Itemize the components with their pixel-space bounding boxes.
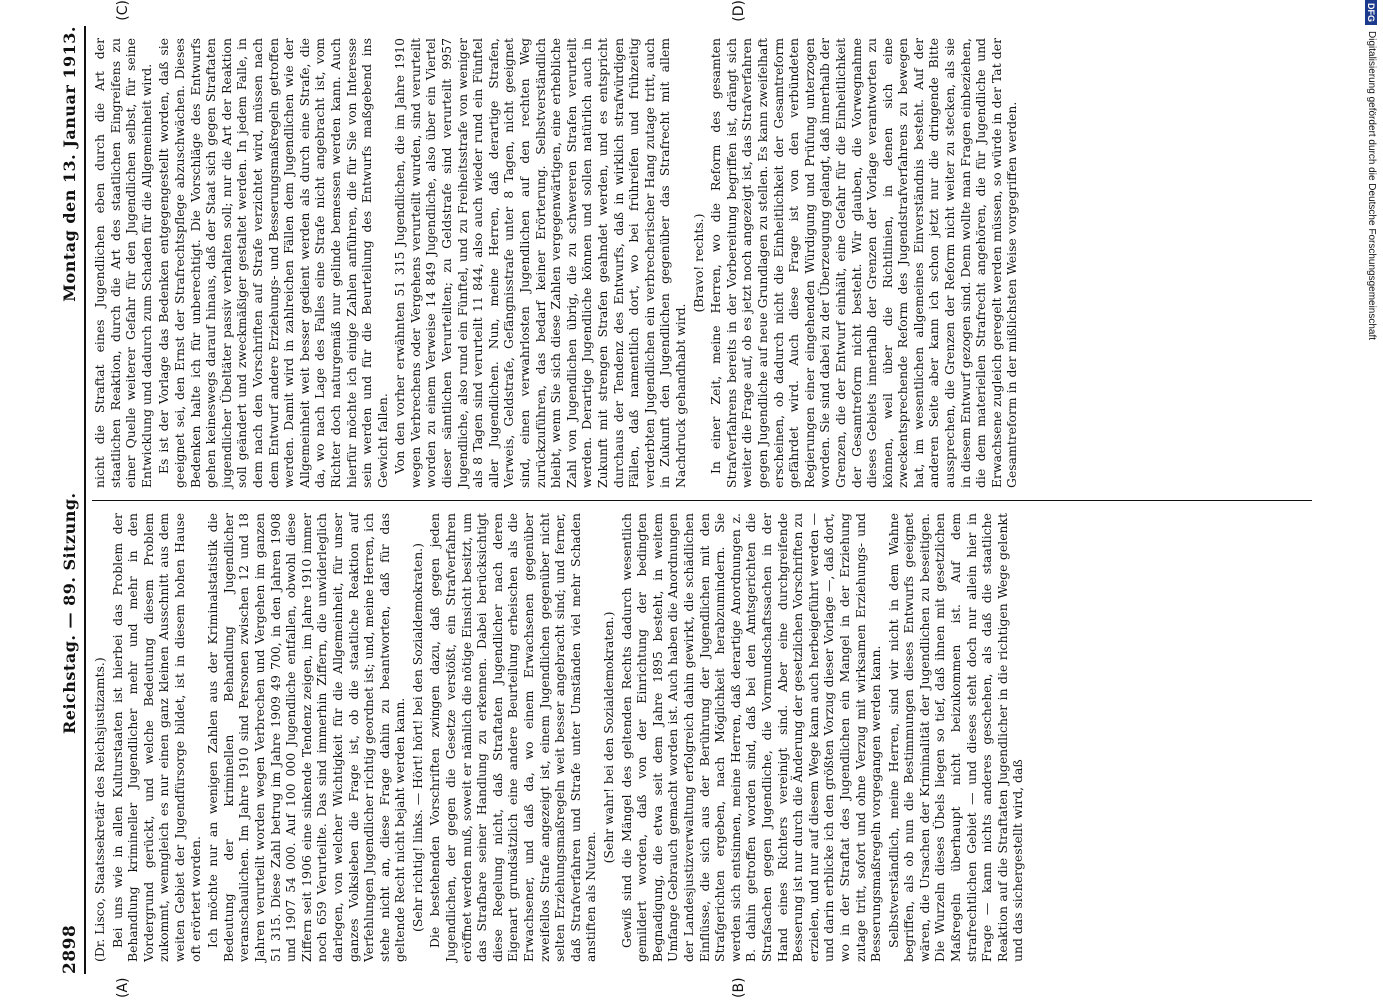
- paragraph: nicht die Straftat eines Jugendlichen eben durch die Art der staatlichen Reaktion, durch die Art des staatlichen Eingreifens zu einer Quelle weiterer Gefahr für den Jugendlichen selbst, für seine Entwicklung und dadurch zum Schaden für die Allgemeinheit wird.: [92, 38, 154, 488]
- digitization-credit: Digitalisierung gefördert durch die Deutsche Forschungsgemeinschaft: [1366, 31, 1377, 341]
- paragraph: Von den vorher erwähnten 51 315 Jugendlichen, die im Jahre 1910 wegen Verbrechens oder Vergehens verurteilt wurden, sind verurteilt worden zu einem Verweise 14 849 Jugendliche, also über ein Viertel dieser sämtlichen Verurteilten; zu Geldstrafe sind verurteilt 9957 Jugendliche, also rund ein Fünftel, und zu Freiheitsstrafe von weniger als 8 Tagen sind verurteilt 11 844, also auch wieder rund ein Fünftel aller Jugendlichen. Nun, meine Herren, daß derartige Strafen, Verweis, Geldstrafe, Gefängnisstrafe unter 8 Tagen, nicht geeignet sind, einen verwahrlosten Jugendlichen auf den rechten Weg zurückzuführen, das bedarf keiner Erörterung. Selbstverständlich bleibt, wenn Sie sich diese Zahlen vergegenwärtigen, eine erhebliche Zahl von Jugendlichen übrig, die zu schwereren Strafen verurteilt werden. Derartige Jugendliche können und sollen natürlich auch in Zukunft mit strengen Strafen geahndet werden, und es entspricht durchaus der Tendenz des Entwurfs, daß in wirklich strafwürdigen Fällen, daß namentlich dort, wo bei frühreifen und frühzeitig verderbten Jugendlichen ein verbrecherischer Hang zutage tritt, auch in Zukunft den Jugendlichen gegenüber das Strafrecht mit allem Nachdruck gehandhabt wird.: [392, 38, 688, 488]
- paragraph: Gewiß sind die Mängel des geltenden Rechts dadurch wesentlich gemildert worden, daß von der Einrichtung der bedingten Begnadigung, die etwa seit dem Jahre 1895 besteht, in weitem Umfange Gebrauch gemacht worden ist. Auch haben die Anordnungen der Landesjustizverwaltung erfolgreich dahin gewirkt, die schädlichen Einflüsse, die sich aus der Berührung der Jugendlichen mit den Strafgerichten ergeben, nach Möglichkeit herabzumindern. Sie werden sich entsinnen, meine Herren, daß derartige Anordnungen z. B. dahin getroffen worden sind, daß bei den Amtsgerichten die Strafsachen gegen Jugendliche, die Vormundschaftssachen in der Hand eines Richters vereinigt sind. Aber eine durchgreifende Besserung ist nur durch die Änderung der gesetzlichen Vorschriften zu erzielen, und nur auf diesem Wege kann auch herbeigeführt werden — und darin erblicke ich den größten Vorzug dieser Vorlage —, daß dort, wo in der Straftat des Jugendlichen ein Mangel in der Erziehung zutage tritt, sofort und ohne Verzug mit wirksamen Erziehungs- und Besserungsmaßregeln vorgegangen werden kann.: [618, 513, 884, 962]
- session-date: Montag den 13. Januar 1913.: [60, 26, 79, 302]
- paragraph: In einer Zeit, meine Herren, wo die Reform des gesamten Strafverfahrens bereits in der Vorbereitung begriffen ist, drängt sich weiter die Frage auf, ob es jetzt noch angezeigt ist, das Strafverfahren gegen Jugendliche auf neue Grundlagen zu stellen. Es kann zweifelhaft erscheinen, ob dadurch nicht die Einheitlichkeit der Gesamtreform gefährdet wird. Auch diese Frage ist von den verbündeten Regierungen einer eingehenden Würdigung und Prüfung unterzogen worden. Sie sind dabei zu der Überzeugung gelangt, daß innerhalb der Grenzen, die der Entwurf einhält, eine Gefahr für die Einheitlichkeit der Gesamtreform nicht besteht. Wir glauben, die Vorwegnahme dieses Gebiets innerhalb der Grenzen der Vorlage verantworten zu können, weil über die Richtlinien, in denen sich eine zweckentsprechende Reform des Jugendstrafverfahrens zu bewegen hat, im wesentlichen allgemeines Einverständnis besteht. Auf der anderen Seite aber kann ich schon jetzt nur die dringende Bitte aussprechen, die Grenzen der Reform nicht weiter zu stecken, als sie in diesem Entwurf gezogen sind. Denn wollte man Fragen einbeziehen, die dem materiellen Strafrecht angehören, die für Jugendliche und Erwachsene zugleich geregelt werden müssen, so würde in der Tat der Gesamtreform in der mißlichsten Weise vorgegriffen werden.: [708, 38, 1020, 488]
- interjection: (Sehr richtig! links. — Hört! hört! bei den Sozialdemokraten.): [409, 543, 425, 932]
- left-column: [92, 500, 1312, 998]
- interjection: (Sehr wahr! bei den Sozialdemokraten.): [601, 611, 616, 864]
- dfg-logo: DFG: [1365, 0, 1377, 25]
- interjection: (Bravo! rechts.): [690, 213, 706, 313]
- paragraph: Bei uns wie in allen Kulturstaaten ist hierbei das Problem der Behandlung krimineller Jugendlicher mehr und mehr in den Vordergrund gerückt, und welche Bedeutung diesem Problem zukommt, wenngleich es nur einen ganz kleinen Ausschnitt aus dem weiten Gebiet der Jugendfürsorge bildet, ist in diesem hohen Hause oft erörtert worden.: [109, 513, 203, 962]
- running-title: Reichstag. — 89. Sitzung.: [60, 492, 79, 734]
- paragraph: Selbstverständlich, meine Herren, sind wir nicht in dem Wahne begriffen, als ob nun die Bestimmungen dieses Entwurfs geeignet wären, die Ursachen der Kriminalität der Jugendlichen zu beseitigen. Die Wurzeln dieses Übels liegen so tief, daß ihnen mit gesetzlichen Maßregeln überhaupt nicht beizukommen ist. Auf dem strafrechtlichen Gebiet — und dieses steht doch nur allein hier in Frage — kann nichts anderes geschehen, als daß die staatliche Reaktion auf die Straftaten Jugendlicher in die richtigen Wege gelenkt und das sichergestellt wird, daß: [885, 513, 1026, 962]
- text-columns: [92, 0, 1312, 998]
- page-number: 2898: [60, 924, 80, 974]
- margin-marker-a: (A): [115, 977, 131, 998]
- paragraph: Es ist der Vorlage das Bedenken entgegengestellt worden, daß sie geeignet sei, den Ernst der Strafrechtspflege abzuschwächen. Dieses Bedenken halte ich für unberechtigt. Die Vorschläge des Entwurfs gehen keineswegs darauf hinaus, daß der Staat sich gegen Straftaten jugendlicher Übeltäter passiv verhalten soll; nur die Art der Reaktion soll geändert und zweckmäßiger gestaltet werden. In jedem Falle, in dem nach den Vorschriften auf Strafe verzichtet wird, müssen nach dem Entwurf andere Erziehungs- und Besserungsmaßregeln getroffen werden. Damit wird in zahlreichen Fällen dem Jugendlichen wie der Allgemeinheit weit besser gedient werden als durch eine Strafe, die da, wo nach Lage des Falles eine Strafe nicht angebracht ist, vom Richter doch naturgemäß nur gelinde bemessen werden kann. Auch hierfür möchte ich einige Zahlen anführen, die für Sie von Interesse sein werden und für die Beurteilung des Entwurfs maßgebend ins Gewicht fallen.: [156, 38, 390, 488]
- paragraph: Ich möchte nur an wenigen Zahlen aus der Kriminalstatistik die Bedeutung der kriminellen Behandlung Jugendlicher veranschaulichen. Im Jahre 1910 sind Personen zwischen 12 und 18 Jahren verurteilt worden wegen Verbrechen und Vergehen im ganzen 51 315. Diese Zahl betrug im Jahre 1909 49 700, in den Jahren 1908 und 1907 54 000. Auf 100 000 Jugendliche entfallen, obwohl diese Ziffern seit 1906 eine sinkende Tendenz zeigen, im Jahre 1910 immer noch 659 Verurteilte. Das sind immerhin Ziffern, die unwiderleglich darlegen, von welcher Wichtigkeit für die Allgemeinheit, für unser ganzes Volksleben die Frage ist, ob die staatliche Reaktion auf Verfehlungen Jugendlicher richtig geordnet ist; und, meine Herren, ich stehe nicht an, diese Frage dahin zu beantworten, daß für das geltende Recht nicht bejaht werden kann.: [205, 513, 408, 962]
- digitization-note: [1355, 0, 1377, 1000]
- margin-marker-b: (B): [731, 977, 747, 998]
- right-column: [92, 0, 1312, 500]
- speaker-line: (Dr. Lisco, Staatssekretär des Reichsjustizamts.): [92, 657, 107, 962]
- paragraph: Die bestehenden Vorschriften zwingen dazu, daß gegen jeden Jugendlichen, der gegen die Gesetze verstößt, ein Strafverfahren eröffnet werden muß, soweit er nämlich die nötige Einsicht besitzt, um das Strafbare seiner Handlung zu erkennen. Dabei berücksichtigt diese Regelung nicht, daß Straftaten Jugendlicher nach deren Eigenart grundsätzlich eine andere Beurteilung erheischen als die Erwachsener, und daß da, wo einem Erwachsenen gegenüber zweifellos Strafe angezeigt ist, einem Jugendlichen gegenüber nicht selten Erziehungsmaßregeln weit besser angebracht sind; und ferner, daß Strafverfahren und Strafe unter Umständen viel mehr Schaden anstiften als Nutzen.: [427, 513, 599, 962]
- document-page: [40, 0, 1340, 1000]
- page-header: [60, 26, 86, 974]
- margin-marker-d: (D): [731, 0, 747, 22]
- margin-marker-c: (C): [115, 0, 131, 21]
